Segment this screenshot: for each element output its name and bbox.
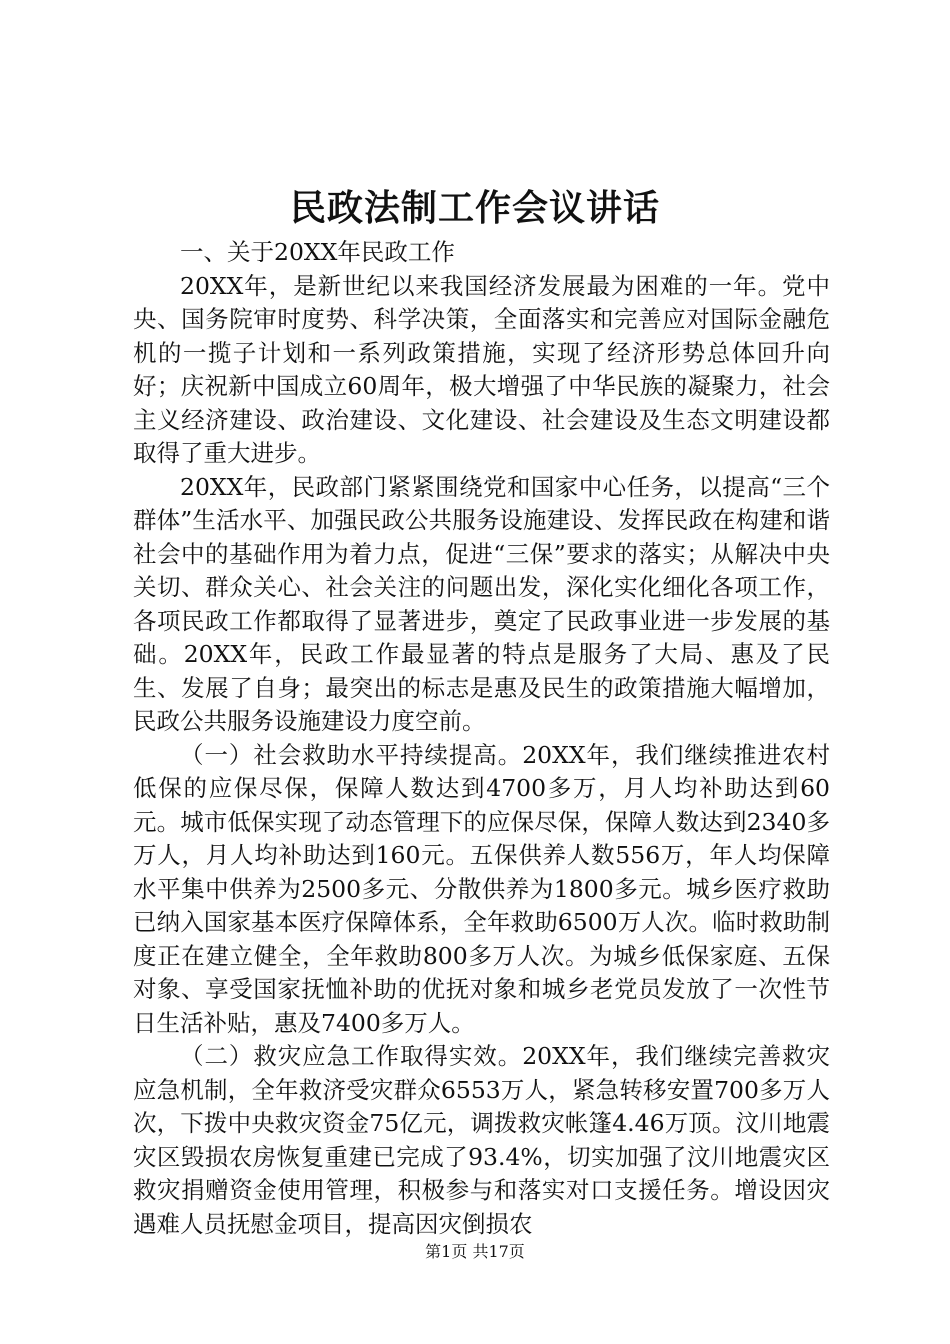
paragraph: 20XX年，民政部门紧紧围绕党和国家中心任务，以提高“三个群体”生活水平、加强民政公共服务设施建设、发挥民政在构建和谐社会中的基础作用为着力点，促进“三保”要求的落实；从解决中央关切、群众关心、社会关注的问题出发，深化实化细化各项工作，各项民政工作都取得了显著进步，奠定了民政事业进一步发展的基础。20XX年，民政工作最显著的特点是服务了大局、惠及了民生、发展了自身；最突出的标志是惠及民生的政策措施大幅增加，民政公共服务设施建设力度空前。: [133, 472, 830, 735]
section-heading: 一、关于20XX年民政工作: [180, 238, 455, 266]
paragraph: 20XX年，是新世纪以来我国经济发展最为困难的一年。党中央、国务院审时度势、科学决策，全面落实和完善应对国际金融危机的一揽子计划和一系列政策措施，实现了经济形势总体回升向好；庆祝新中国成立60周年，极大增强了中华民族的凝聚力，社会主义经济建设、政治建设、文化建设、社会建设及生态文明建设都取得了重大进步。: [133, 271, 830, 467]
paragraph: （一）社会救助水平持续提高。20XX年，我们继续推进农村低保的应保尽保，保障人数达到4700多万，月人均补助达到60元。城市低保实现了动态管理下的应保尽保，保障人数达到2340多万人，月人均补助达到160元。五保供养人数556万，年人均保障水平集中供养为2500多元、分散供养为1800多元。城乡医疗救助已纳入国家基本医疗保障体系，全年救助6500万人次。临时救助制度正在建立健全，全年救助800多万人次。为城乡低保家庭、五保对象、享受国家抚恤补助的优抚对象和城乡老党员发放了一次性节日生活补贴，惠及7400多万人。: [133, 740, 830, 1037]
page-footer: 第1页 共17页: [425, 1242, 525, 1261]
paragraph: （二）救灾应急工作取得实效。20XX年，我们继续完善救灾应急机制，全年救济受灾群众6553万人，紧急转移安置700多万人次，下拨中央救灾资金75亿元，调拨救灾帐篷4.46万顶。汶川地震灾区毁损农房恢复重建已完成了93.4%，切实加强了汶川地震灾区救灾捐赠资金使用管理，积极参与和落实对口支援任务。增设因灾遇难人员抚慰金项目，提高因灾倒损农: [133, 1042, 830, 1238]
document-title: 民政法制工作会议讲话: [289, 187, 660, 229]
document-body: [133, 236, 830, 1241]
